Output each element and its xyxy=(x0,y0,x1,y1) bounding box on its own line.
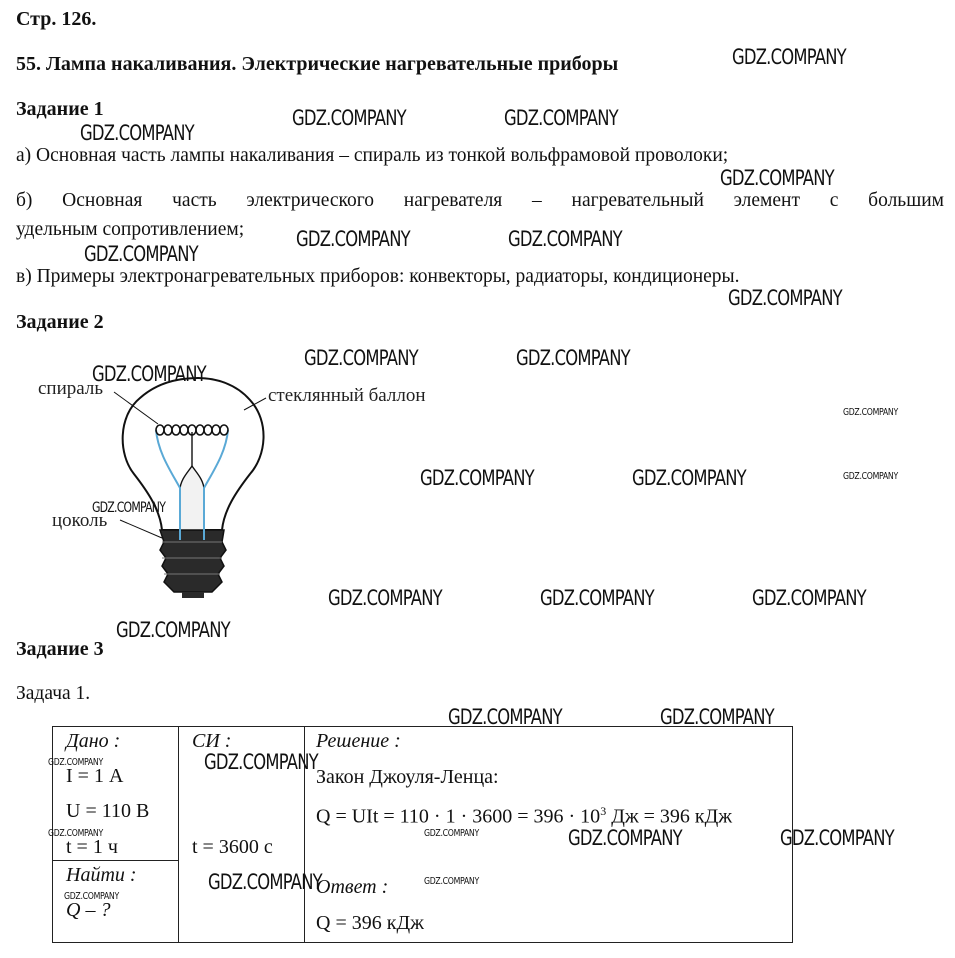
watermark: GDZ.COMPANY xyxy=(752,586,866,610)
watermark: GDZ.COMPANY xyxy=(204,750,318,774)
watermark: GDZ.COMPANY xyxy=(92,362,206,386)
watermark: GDZ.COMPANY xyxy=(632,466,746,490)
watermark: GDZ.COMPANY xyxy=(843,471,898,482)
watermark: GDZ.COMPANY xyxy=(780,826,894,850)
watermark: GDZ.COMPANY xyxy=(328,586,442,610)
watermark: GDZ.COMPANY xyxy=(304,346,418,370)
label-base: цоколь xyxy=(52,510,108,531)
task1-item-b-line2: удельным сопротивлением; xyxy=(16,219,245,240)
joule-lenz-law: Закон Джоуля-Ленца: xyxy=(316,766,499,788)
watermark: GDZ.COMPANY xyxy=(448,705,562,729)
watermark: GDZ.COMPANY xyxy=(64,891,119,902)
label-spiral: спираль xyxy=(38,378,104,399)
watermark: GDZ.COMPANY xyxy=(540,586,654,610)
watermark: GDZ.COMPANY xyxy=(732,45,846,69)
watermark: GDZ.COMPANY xyxy=(660,705,774,729)
watermark: GDZ.COMPANY xyxy=(508,227,622,251)
watermark: GDZ.COMPANY xyxy=(48,828,103,839)
si-header: СИ : xyxy=(192,730,232,752)
watermark: GDZ.COMPANY xyxy=(292,106,406,130)
solution-header: Решение : xyxy=(316,730,401,752)
section-title: 55. Лампа накаливания. Электрические нагревательные приборы xyxy=(16,53,619,75)
watermark: GDZ.COMPANY xyxy=(116,618,230,642)
label-glass-bulb: стеклянный баллон xyxy=(268,385,426,406)
given-voltage: U = 110 В xyxy=(66,800,150,822)
watermark: GDZ.COMPANY xyxy=(516,346,630,370)
si-time: t = 3600 с xyxy=(192,836,273,858)
watermark: GDZ.COMPANY xyxy=(84,242,198,266)
find-header: Найти : xyxy=(66,864,137,886)
solution-cell xyxy=(305,727,793,943)
watermark: GDZ.COMPANY xyxy=(48,757,103,768)
task1-item-a: а) Основная часть лампы накаливания – спираль из тонкой вольфрамовой проволоки; xyxy=(16,145,729,166)
task1-title: Задание 1 xyxy=(16,98,104,120)
answer-header: Ответ : xyxy=(316,876,389,898)
task2-title: Задание 2 xyxy=(16,311,104,333)
watermark: GDZ.COMPANY xyxy=(568,826,682,850)
watermark: GDZ.COMPANY xyxy=(296,227,410,251)
answer-value: Q = 396 кДж xyxy=(316,912,424,934)
task1-item-c: в) Примеры электронагревательных приборов: конвекторы, радиаторы, кондиционеры. xyxy=(16,266,740,287)
page-reference: Стр. 126. xyxy=(16,8,97,30)
formula: Q = UIt = $110 \cdot 1 \cdot 3600 = 396 \cdot 10^3$ Дж = 396 кДж xyxy=(316,804,733,828)
find-quantity: Q – ? xyxy=(66,899,111,921)
watermark: GDZ.COMPANY xyxy=(424,828,479,839)
problem-title: Задача 1. xyxy=(16,683,91,704)
watermark: GDZ.COMPANY xyxy=(843,407,898,418)
given-time: t = 1 ч xyxy=(66,836,118,858)
watermark: GDZ.COMPANY xyxy=(80,121,194,145)
watermark: GDZ.COMPANY xyxy=(208,870,322,894)
watermark: GDZ.COMPANY xyxy=(424,876,479,887)
watermark: GDZ.COMPANY xyxy=(92,500,166,516)
task3-title: Задание 3 xyxy=(16,638,104,660)
watermark: GDZ.COMPANY xyxy=(420,466,534,490)
given-header: Дано : xyxy=(66,730,121,752)
task1-item-b-line1: б) Основная часть электрического нагревателя – нагревательный элемент с большим xyxy=(16,190,944,211)
watermark: GDZ.COMPANY xyxy=(720,166,834,190)
watermark: GDZ.COMPANY xyxy=(504,106,618,130)
given-current: I = 1 А xyxy=(66,765,124,787)
watermark: GDZ.COMPANY xyxy=(728,286,842,310)
